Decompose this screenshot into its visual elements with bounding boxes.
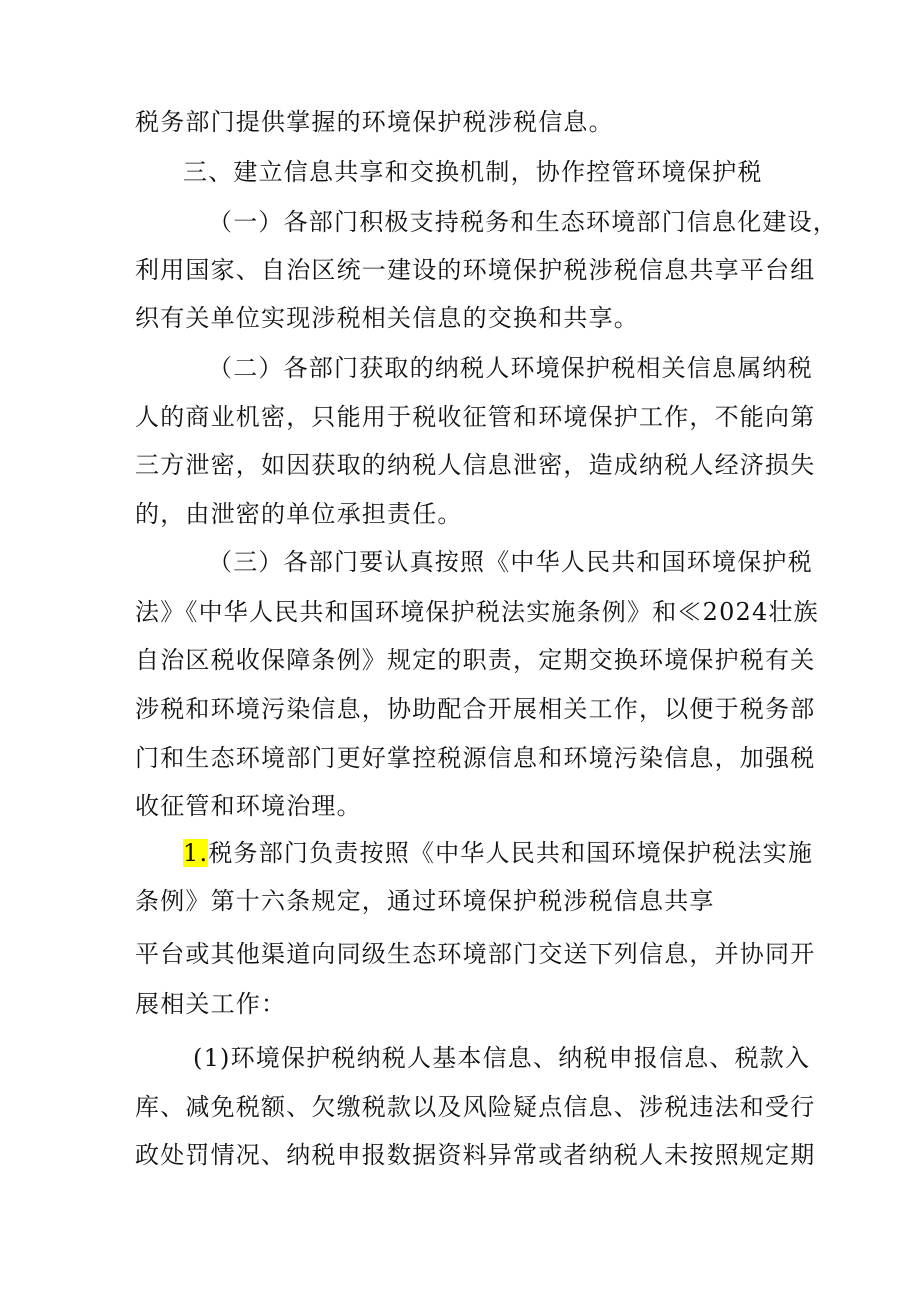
paragraph-line: 人的商业机密，只能用于税收征管和环境保护工作，不能向第 — [135, 403, 816, 431]
paragraph-line: 门和生态环境部门更好掌控税源信息和环境污染信息，加强税 — [135, 744, 816, 772]
paragraph-line: （一）各部门积极支持税务和生态环境部门信息化建设， — [208, 208, 838, 236]
paragraph-line: 展相关工作： — [135, 990, 287, 1018]
paragraph-line: 条例》第十六条规定，通过环境保护税涉税信息共享 — [135, 887, 715, 915]
paragraph-line: 的，由泄密的单位承担责任。 — [135, 500, 463, 528]
paragraph-line: 政处罚情况、纳税申报数据资料异常或者纳税人未按照规定期 — [135, 1141, 816, 1169]
paragraph-line: 利用国家、自治区统一建设的环境保护税涉税信息共享平台组 — [135, 256, 816, 284]
paragraph-line: 织有关单位实现涉税相关信息的交换和共享。 — [135, 304, 639, 332]
paragraph-line: 库、减免税额、欠缴税款以及风险疑点信息、涉税违法和受行 — [135, 1093, 816, 1121]
paragraph-line: 自治区税收保障条例》规定的职责，定期交换环境保护税有关 — [135, 646, 816, 674]
paragraph-line: 税务部门提供掌握的环境保护税涉税信息。 — [135, 108, 614, 136]
sub-item-1: (1)环境保护税纳税人基本信息、纳税申报信息、税款入 — [193, 1044, 811, 1072]
item-text: 税务部门负责按照《中华人民共和国环境保护税法实施 — [208, 839, 814, 867]
section-heading: 三、建立信息共享和交换机制，协作控管环境保护税 — [183, 158, 763, 186]
paragraph-line: 收征管和环境治理。 — [135, 792, 362, 820]
paragraph-line: （三）各部门要认真按照《中华人民共和国环境保护税 — [208, 548, 813, 576]
paragraph-line: 平台或其他渠道向同级生态环境部门交送下列信息，并协同开 — [135, 940, 816, 968]
paragraph-line: 法》《中华人民共和国环境保护税法实施条例》和≪2024壮族 — [135, 598, 819, 626]
paragraph-line: 涉税和环境污染信息，协助配合开展相关工作，以便于税务部 — [135, 695, 816, 723]
paragraph-line: 三方泄密，如因获取的纳税人信息泄密，造成纳税人经济损失 — [135, 451, 816, 479]
item-number-highlight: 1. — [183, 839, 209, 867]
paragraph-line: （二）各部门获取的纳税人环境保护税相关信息属纳税 — [208, 354, 813, 382]
list-item-1 — [183, 838, 813, 868]
